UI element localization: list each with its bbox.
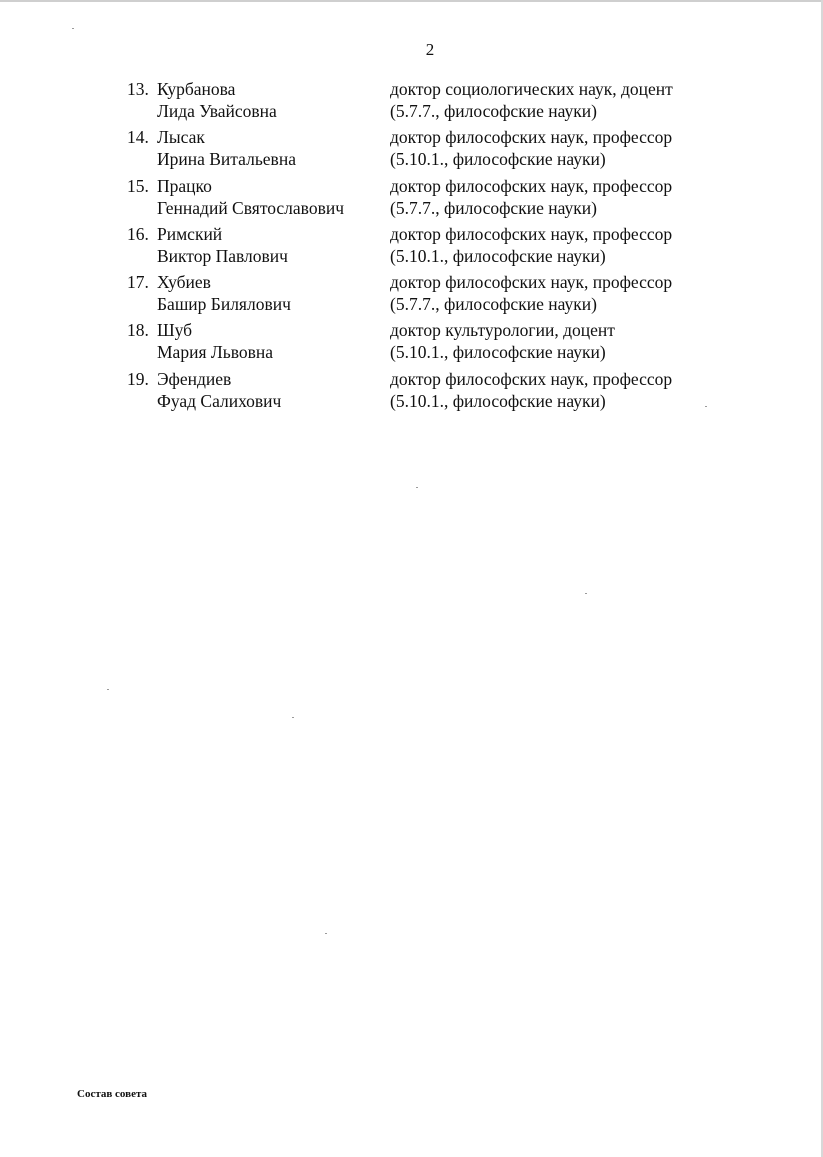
scan-speck [705, 406, 707, 407]
member-surname: Лысак [157, 127, 205, 148]
member-specialty: (5.7.7., философские науки) [390, 101, 597, 121]
member-degree: доктор культурологии, доцент [390, 320, 615, 341]
member-entry [127, 271, 727, 319]
page-edge-top [0, 0, 823, 2]
scan-speck [292, 717, 294, 718]
member-given-names: Фуад Салихович [157, 390, 282, 411]
member-specialty: (5.7.7., философские науки) [390, 294, 597, 315]
member-number: 18. [127, 320, 149, 341]
member-specialty: (5.10.1., философские науки) [390, 149, 606, 170]
member-entry [127, 368, 727, 416]
member-specialty: (5.7.7., философские науки) [390, 197, 597, 218]
member-surname: Хубиев [157, 272, 211, 293]
member-degree: доктор философских наук, профессор [390, 272, 673, 293]
member-surname: Эфендиев [157, 368, 232, 389]
member-degree: доктор философских наук, профессор [390, 223, 673, 244]
member-number: 19. [127, 368, 149, 389]
member-entry [127, 319, 727, 367]
member-specialty: (5.10.1., философские науки) [390, 342, 606, 363]
member-given-names: Виктор Павлович [157, 245, 288, 266]
scan-speck [72, 28, 74, 29]
member-given-names: Мария Львовна [157, 342, 274, 363]
member-entry [127, 126, 727, 174]
member-number: 14. [127, 127, 149, 148]
member-number: 17. [127, 272, 149, 293]
member-entry [127, 223, 727, 271]
member-number: 16. [127, 223, 149, 244]
member-entry [127, 175, 727, 223]
member-degree: доктор философских наук, профессор [390, 127, 673, 148]
member-surname: Шуб [157, 320, 193, 341]
scan-speck [107, 689, 109, 690]
member-surname: Працко [157, 175, 212, 196]
page-number: 2 [425, 40, 435, 59]
member-specialty: (5.10.1., философские науки) [390, 390, 606, 411]
member-given-names: Башир Билялович [157, 294, 291, 315]
member-degree: доктор социологических наук, доцент [390, 79, 673, 99]
member-degree: доктор философских наук, профессор [390, 368, 673, 389]
member-surname: Курбанова [157, 79, 236, 99]
member-given-names: Лида Увайсовна [157, 101, 277, 121]
footer-note: Состав совета [77, 1088, 148, 1100]
council-members-list [127, 78, 727, 416]
member-surname: Римский [157, 223, 223, 244]
member-entry [127, 78, 727, 126]
member-given-names: Геннадий Святославович [157, 197, 345, 218]
scan-speck [325, 933, 327, 934]
member-number: 13. [127, 79, 149, 99]
member-degree: доктор философских наук, профессор [390, 175, 673, 196]
member-number: 15. [127, 175, 149, 196]
member-given-names: Ирина Витальевна [157, 149, 296, 170]
scan-speck [585, 593, 587, 594]
scan-speck [416, 487, 418, 488]
member-specialty: (5.10.1., философские науки) [390, 245, 606, 266]
